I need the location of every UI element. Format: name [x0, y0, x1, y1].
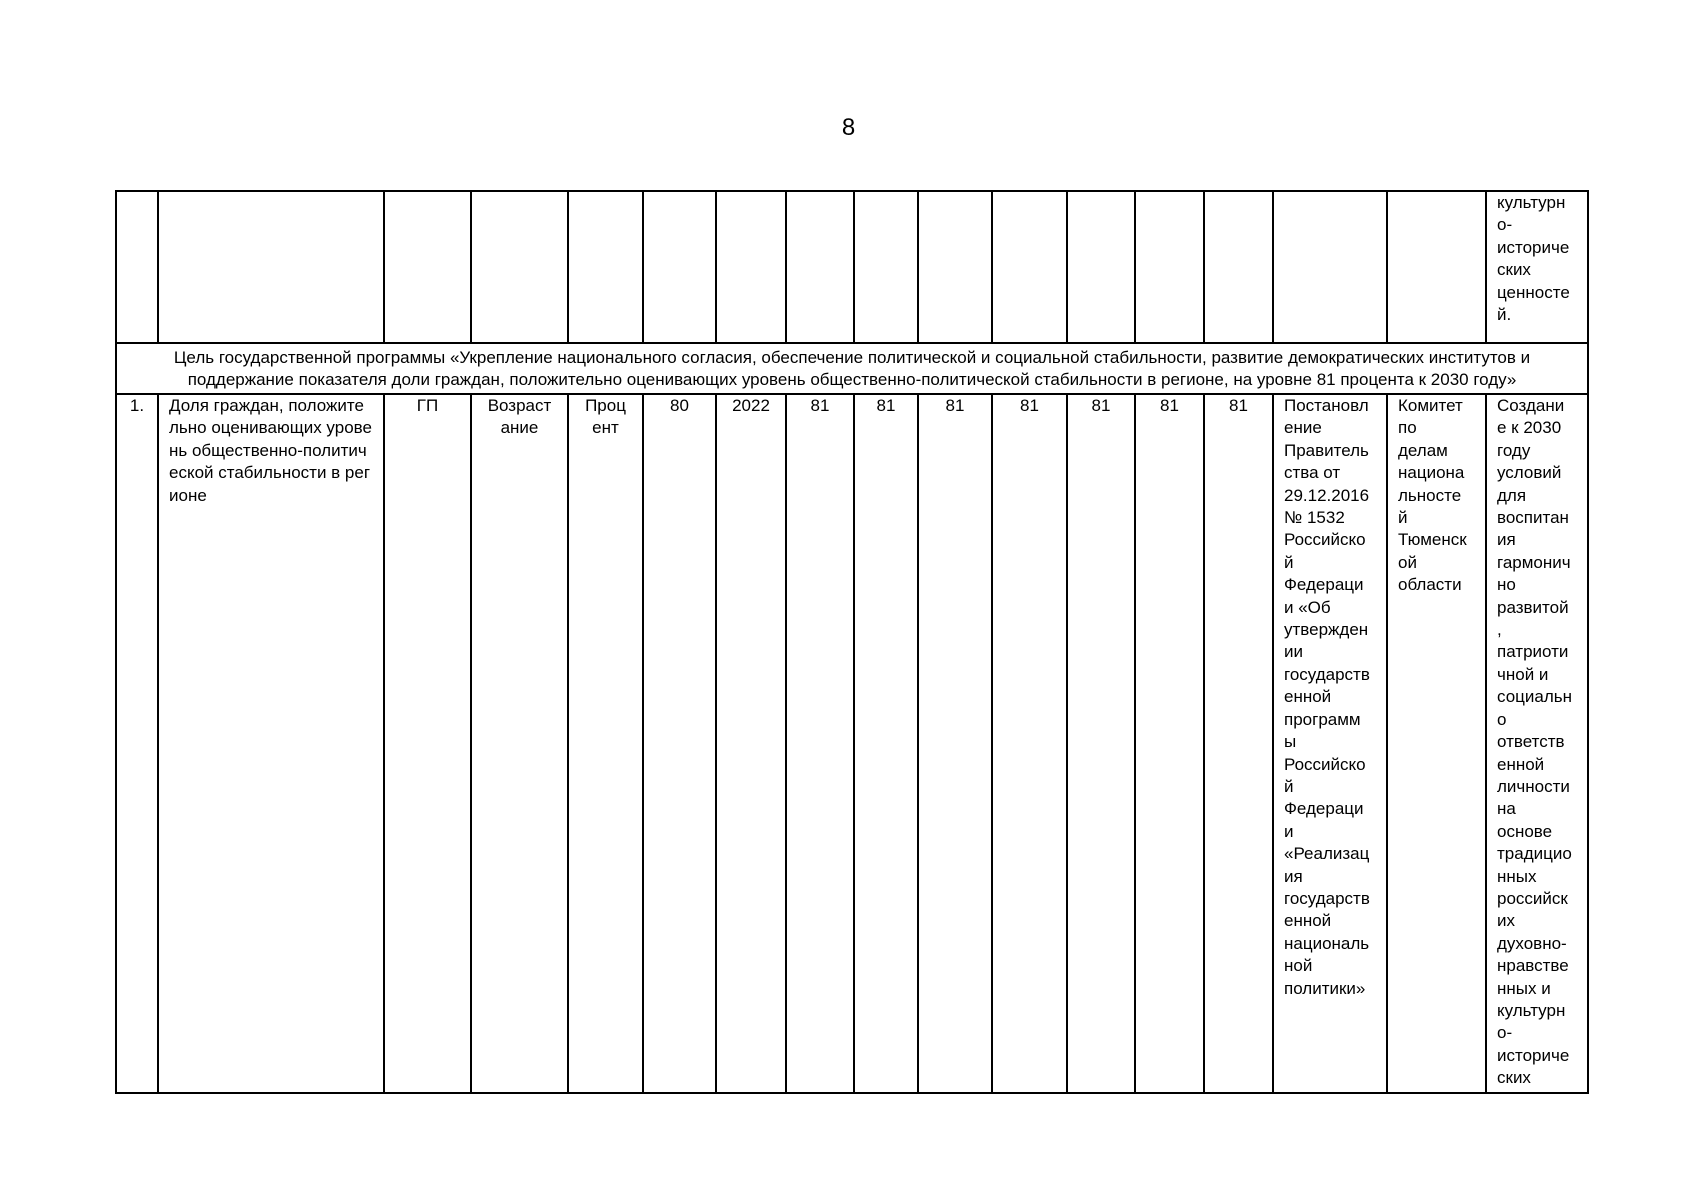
value-3: 81	[918, 394, 992, 1093]
table-cell	[643, 191, 716, 343]
table-cell	[116, 191, 158, 343]
base-year: 2022	[716, 394, 786, 1093]
indicator-level: ГП	[384, 394, 471, 1093]
document-cell: Постановл ение Правитель ства от 29.12.2016 № 1532 Российско й Федераци и «Об утвержден ии государств енной программ ы Российско й Федераци и «Реализац ия государств енной националь ной политики»	[1273, 394, 1387, 1093]
value-6: 81	[1135, 394, 1204, 1093]
value-4: 81	[992, 394, 1067, 1093]
base-value: 80	[643, 394, 716, 1093]
value-2: 81	[854, 394, 918, 1093]
indicator-name: Доля граждан, положительно оценивающих уровень общественно-политической стабильности в регионе	[158, 394, 384, 1093]
link-cell: Создани е к 2030 году условий для воспитан ия гармонич но развитой , патриоти чной и социальн о ответств енной личности на основе традицио нных российск их духовно- нравстве нных и культурн о- историче ских	[1486, 394, 1588, 1093]
table-cell	[384, 191, 471, 343]
value-1: 81	[786, 394, 854, 1093]
row-number: 1.	[116, 394, 158, 1093]
page-number: 8	[841, 114, 856, 141]
indicator-row	[116, 394, 1588, 1093]
table-cell	[1135, 191, 1204, 343]
goal-text: Цель государственной программы «Укрепление национального согласия, обеспечение политической и социальной стабильности, развитие демократических институтов и поддержание показателя доли граждан, положительно оценивающих уровень общественно-политической стабильности в регионе, на уровне 81 процента к 2030 году»	[116, 343, 1588, 394]
table-cell	[854, 191, 918, 343]
table-cell	[1387, 191, 1486, 343]
table-cell	[1273, 191, 1387, 343]
table-cell	[786, 191, 854, 343]
indicator-unit: Проц ент	[568, 394, 643, 1093]
table-cell	[918, 191, 992, 343]
responsible-cell: Комитет по делам национа льносте й Тюменск ой области	[1387, 394, 1486, 1093]
table-cell	[716, 191, 786, 343]
goal-row	[116, 343, 1588, 394]
indicator-trend: Возраст ание	[471, 394, 568, 1093]
table-cell	[471, 191, 568, 343]
table-cell	[568, 191, 643, 343]
table-cell	[992, 191, 1067, 343]
table-cell	[1204, 191, 1273, 343]
table-cell	[1067, 191, 1135, 343]
table-cell	[158, 191, 384, 343]
value-5: 81	[1067, 394, 1135, 1093]
indicators-table	[115, 190, 1589, 1094]
value-7: 81	[1204, 394, 1273, 1093]
continued-link-cell: культурн о- историче ских ценносте й.	[1486, 191, 1588, 343]
continued-row	[116, 191, 1588, 343]
